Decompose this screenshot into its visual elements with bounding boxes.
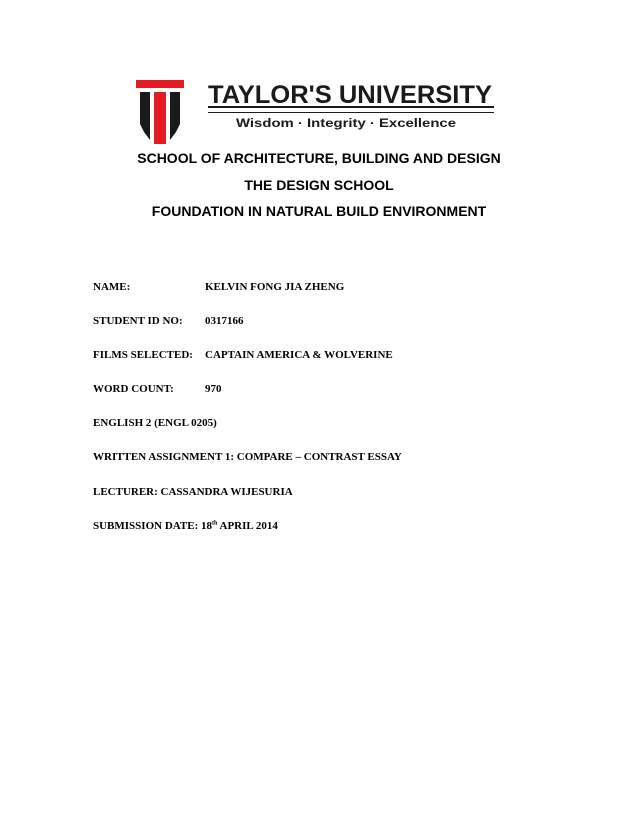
word-count-row: [93, 382, 222, 396]
submission-day: 18: [201, 520, 212, 532]
submission-ordinal: th: [212, 520, 218, 527]
films-row: [93, 348, 393, 362]
name-row: [93, 280, 344, 294]
course-line: ENGLISH 2 (ENGL 0205): [93, 417, 217, 429]
name-label: NAME:: [93, 281, 131, 293]
svg-text:TAYLOR'S UNIVERSITY: TAYLOR'S UNIVERSITY: [208, 81, 493, 109]
films-label: FILMS SELECTED:: [93, 349, 193, 361]
svg-text:Wisdom · Integrity · Excellenc: Wisdom · Integrity · Excellence: [236, 116, 457, 130]
lecturer-line: LECTURER: CASSANDRA WIJESURIA: [93, 486, 293, 498]
student-id-value: 0317166: [205, 315, 244, 327]
submission-month-year: APRIL 2014: [219, 520, 278, 532]
student-id-label: STUDENT ID NO:: [93, 315, 183, 327]
name-value: KELVIN FONG JIA ZHENG: [205, 281, 345, 293]
word-count-label: WORD COUNT:: [93, 383, 174, 395]
programme-heading: FOUNDATION IN NATURAL BUILD ENVIRONMENT: [151, 203, 487, 219]
word-count-value: 970: [205, 383, 222, 395]
student-id-row: [93, 314, 244, 328]
university-logo: [136, 72, 496, 144]
school-heading: SCHOOL OF ARCHITECTURE, BUILDING AND DESIGN: [137, 150, 501, 166]
subschool-heading: THE DESIGN SCHOOL: [244, 177, 394, 193]
submission-label: SUBMISSION DATE:: [93, 520, 199, 532]
taylors-crest-icon: [136, 72, 496, 144]
submission-row: [93, 519, 278, 533]
assignment-line: WRITTEN ASSIGNMENT 1: COMPARE – CONTRAST ESSAY: [93, 451, 402, 463]
films-value: CAPTAIN AMERICA & WOLVERINE: [205, 349, 393, 361]
